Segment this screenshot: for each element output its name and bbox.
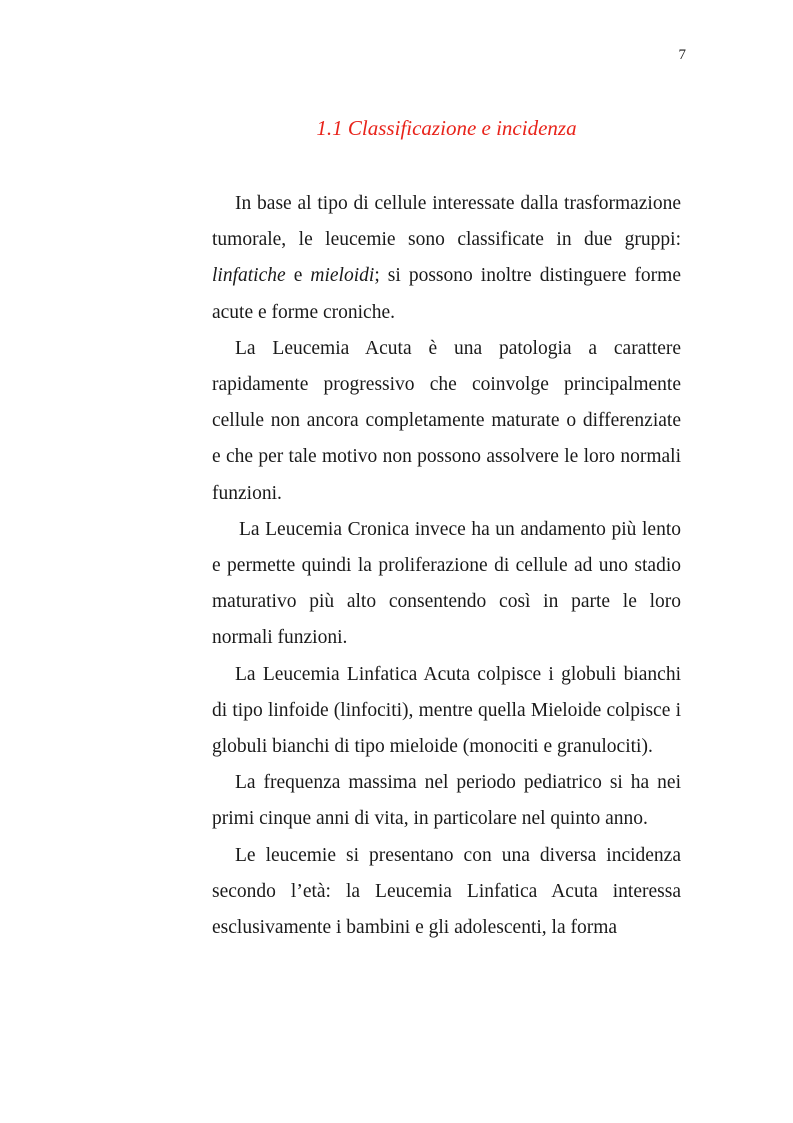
term-mieloidi: mieloidi — [310, 265, 375, 287]
paragraph-chronic: La Leucemia Cronica invece ha un andamento più lento e permette quindi la proliferazione di cellule ad uno stadio maturativo più alto consentendo così in parte le loro normali funzioni. — [212, 518, 681, 649]
section-title: 1.1 Classificazione e incidenza — [316, 116, 577, 140]
paragraph-classification — [212, 186, 681, 331]
paragraph-text: ; si possono inoltre distinguere forme acute e forme croniche. — [212, 265, 681, 323]
paragraph-acute: La Leucemia Acuta è una patologia a carattere rapidamente progressivo che coinvolge principalmente cellule non ancora completamente maturate o differenziate e che per tale motivo non possono assolvere le loro normali funzioni. — [212, 337, 681, 504]
paragraph-frequency: La frequenza massima nel periodo pediatrico si ha nei primi cinque anni di vita, in particolare nel quinto anno. — [212, 772, 681, 830]
term-linfatiche: linfatiche — [212, 265, 286, 287]
paragraph-incidence: Le leucemie si presentano con una diversa incidenza secondo l’età: la Leucemia Linfatica Acuta interessa esclusivamente i bambini e gli adolescenti, la forma — [212, 844, 681, 939]
paragraph-lymphatic: La Leucemia Linfatica Acuta colpisce i globuli bianchi di tipo linfoide (linfociti), mentre quella Mieloide colpisce i globuli bianchi di tipo mieloide (monociti e granulociti). — [212, 663, 681, 758]
paragraph-text: In base al tipo di cellule interessate dalla trasformazione tumorale, le leucemie sono classificate in due gruppi: — [212, 193, 681, 251]
paragraph-text: e — [285, 265, 311, 287]
page-number: 7 — [678, 47, 686, 63]
body-text — [212, 186, 681, 946]
